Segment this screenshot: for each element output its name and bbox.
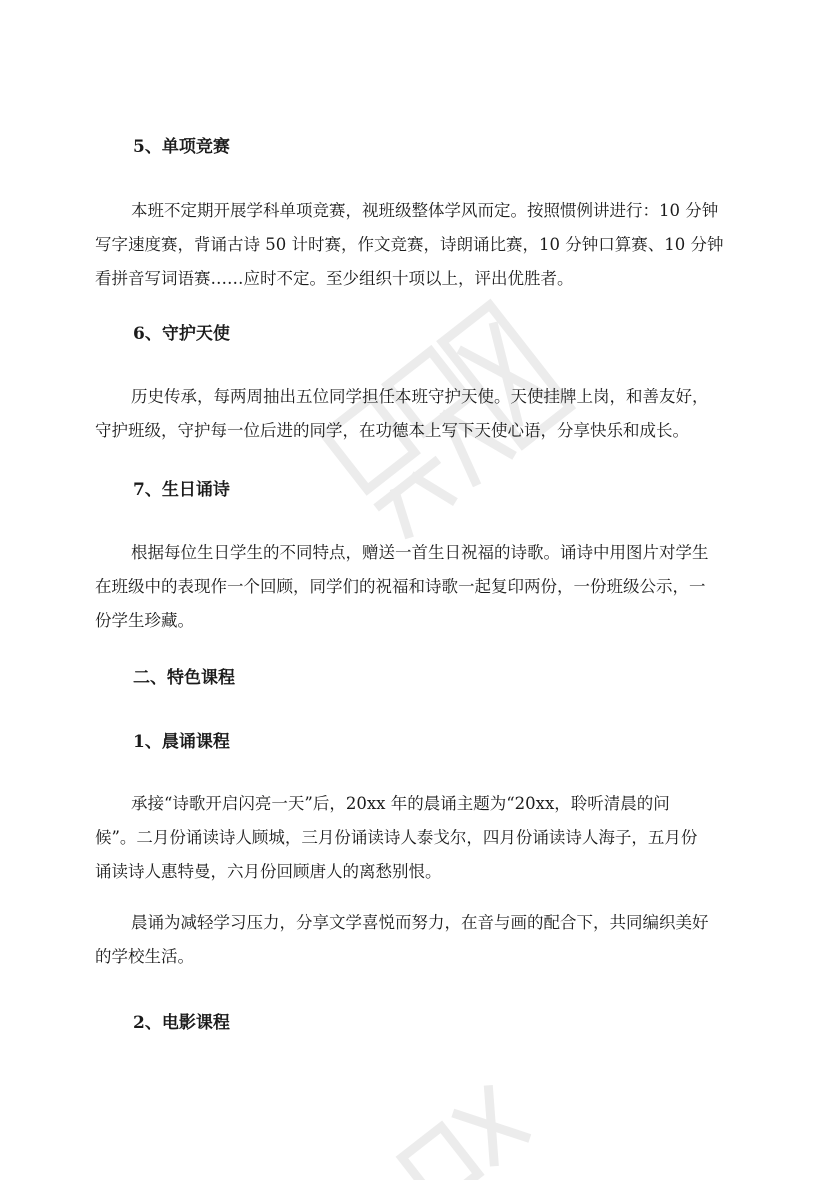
text-line: 守护班级，守护每一位后进的同学，在功德本上写下天使心语，分享快乐和成长。 (95, 421, 689, 440)
heading-morning-recitation: 1、晨诵课程 (133, 732, 230, 752)
text-line: 的学校生活。 (95, 947, 194, 966)
heading-single-competition: 5、单项竞赛 (133, 137, 230, 157)
heading-guardian-angel: 6、守护天使 (133, 324, 230, 344)
text-line: 历史传承，每两周抽出五位同学担任本班守护天使。天使挂牌上岗，和善友好， (131, 387, 709, 406)
heading-birthday-poem: 7、生日诵诗 (133, 480, 230, 500)
heading-feature-courses: 二、特色课程 (133, 668, 235, 688)
paragraph-morning-recitation-purpose (95, 906, 743, 974)
text-line: 在班级中的表现作一个回顾，同学们的祝福和诗歌一起复印两份，一份班级公示，一 (95, 577, 706, 596)
text-line: 承接“诗歌开启闪亮一天”后，20xx 年的晨诵主题为“20xx，聆听清晨的问 (131, 794, 670, 813)
text-line: 看拼音写词语赛……应时不定。至少组织十项以上，评出优胜者。 (95, 269, 574, 288)
heading-film-course: 2、电影课程 (133, 1013, 230, 1033)
text-line: 根据每位生日学生的不同特点，赠送一首生日祝福的诗歌。诵诗中用图片对学生 (131, 543, 709, 562)
text-line: 份学生珍藏。 (95, 611, 194, 630)
text-line: 候”。二月份诵读诗人顾城，三月份诵读诗人泰戈尔，四月份诵读诗人海子，五月份 (95, 828, 698, 847)
text-line: 诵读诗人惠特曼，六月份回顾唐人的离愁别恨。 (95, 862, 442, 881)
paragraph-guardian-angel (95, 380, 743, 448)
paragraph-birthday-poem (95, 536, 743, 638)
text-line: 晨诵为减轻学习压力，分享文学喜悦而努力，在音与画的配合下，共同编织美好 (131, 913, 709, 932)
watermark-stamp-lower (380, 1070, 580, 1180)
text-line: 写字速度赛，背诵古诗 50 计时赛，作文竞赛，诗朗诵比赛，10 分钟口算赛、10 分钟 (95, 235, 724, 254)
paragraph-morning-recitation-theme (95, 787, 743, 889)
text-line: 本班不定期开展学科单项竞赛，视班级整体学风而定。按照惯例讲进行：10 分钟 (131, 201, 719, 220)
paragraph-single-competition (95, 194, 743, 296)
